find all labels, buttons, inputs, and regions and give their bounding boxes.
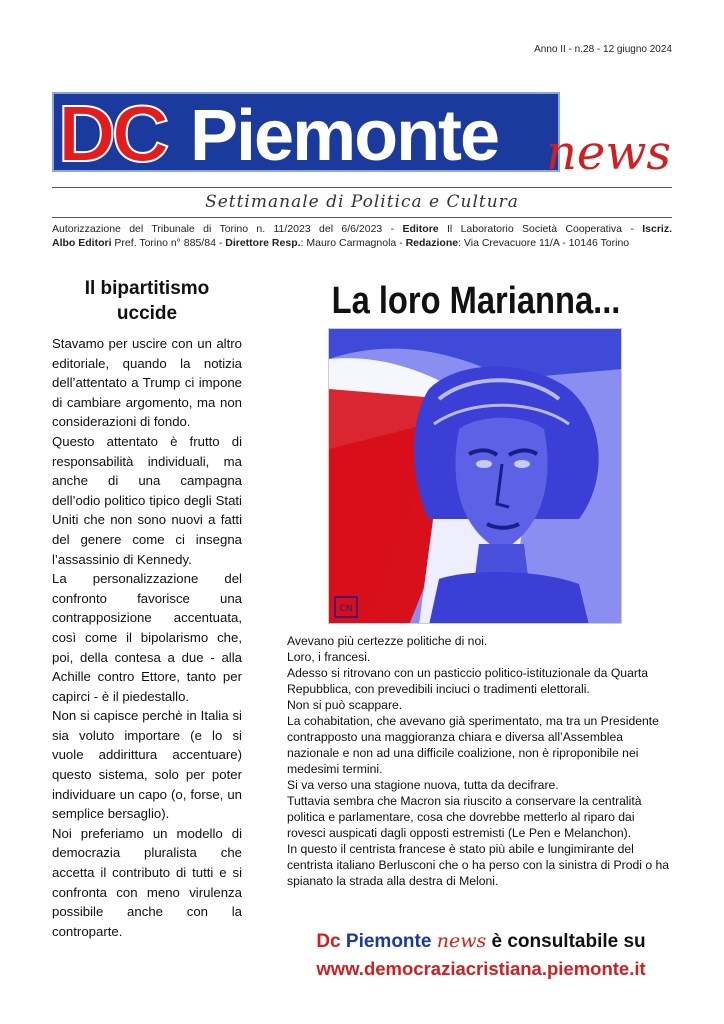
article-headline: La loro Marianna... — [331, 280, 621, 322]
promo-text: è consultabile su — [491, 931, 646, 952]
article-line: Avevano più certezze politiche di noi. — [287, 634, 488, 648]
authorization-line-2 — [52, 236, 672, 250]
authorization-text: : Mauro Carmagnola - — [300, 237, 406, 249]
authorization-register-label: Albo Editori — [52, 237, 112, 249]
article-line: La cohabitation, che avevano già sperimentato, ma tra un Presidente contrapposto una maggioranza chiara e diversa all’Assemblea nazionale e non ad una difficile coalizione, non è riproponibile nei medesimi termini. — [287, 714, 659, 776]
issue-info: Anno II - n.28 - 12 giugno 2024 — [534, 44, 672, 55]
authorization-director-label: Direttore Resp. — [225, 237, 301, 249]
editorial-paragraph: Noi preferiamo un modello di democrazia pluralista che accetta il contributo di tutti e si confronta con meno virulenza possibile anche con la controparte. — [52, 825, 242, 939]
masthead-dc: DC — [58, 89, 166, 178]
editorial-title-line: Il bipartitismo — [84, 278, 210, 299]
masthead-banner — [52, 89, 560, 178]
promo-piemonte: Piemonte — [345, 931, 432, 952]
editorial-column — [52, 276, 242, 941]
article-line: Non si può scappare. — [287, 698, 403, 712]
editorial-paragraph: Questo attentato è frutto di responsabilità individuali, ma anche di una campagna dell’odio politico tipico degli Stati Uniti che non sono nuovi a fatti del genere come ci insegna l’assassinio di Kennedy. — [52, 433, 242, 567]
article-line: Adesso si ritrovano con un pasticcio politico-istituzionale da Quarta Repubblica, con prevedibili inciuci o tradimenti elettorali. — [287, 666, 649, 696]
authorization-editorial-label: Redazione — [405, 237, 459, 249]
promo-footer — [280, 928, 682, 983]
authorization-text: Pref. Torino n° 885/84 - — [111, 237, 226, 249]
article-line: Si va verso una stagione nuova, tutta da decifrare. — [287, 778, 559, 792]
authorization-publisher-label: Editore — [402, 223, 439, 235]
editorial-title-line: uccide — [116, 303, 178, 324]
authorization-register-label: Iscriz. — [642, 223, 672, 235]
promo-url-link[interactable]: www.democraziacristiana.piemonte.it — [316, 958, 646, 979]
authorization-text: Autorizzazione del Tribunale di Torino n. 11/2023 del 6/6/2023 - — [52, 223, 403, 235]
editorial-body — [52, 334, 242, 941]
authorization-line-1 — [52, 222, 672, 236]
article-line: In questo il centrista francese è stato più abile e lungimirante del centrista italiano Berlusconi che o ha perso con la sinistra di Prodi o ha spianato la strada alla destra di Meloni. — [287, 842, 670, 888]
marianne-illustration — [328, 328, 622, 624]
authorization-text: : Via Crevacuore 11/A - 10146 Torino — [458, 237, 630, 249]
article-body — [287, 633, 675, 889]
masthead-rule-bottom — [52, 217, 672, 218]
promo-dc: Dc — [316, 931, 341, 952]
article-line: Loro, i francesi. — [287, 650, 371, 664]
masthead-news: news — [546, 125, 672, 181]
editorial-paragraph: Non si capisce perchè in Italia si sia voluto importare (e lo si vuole addirittura accentuare) questo sistema, solo per poter individuare un capo (o, forse, un semplice bersaglio). — [52, 708, 242, 822]
editorial-title — [52, 276, 242, 326]
marianne-illustration-svg — [329, 329, 622, 624]
editorial-paragraph: La personalizzazione del confronto favorisce una contrapposizione accentuata, così come il bipolarismo che, poi, della contesa a due - alla Achille contro Ettore, tanto per capirci - è il piedestallo. — [52, 571, 242, 704]
authorization-text: Il Laboratorio Società Cooperativa - — [438, 223, 643, 235]
masthead-rule-top — [52, 187, 672, 188]
masthead — [52, 89, 672, 182]
article-line: Tuttavia sembra che Macron sia riuscito a conservare la centralità politica e parlamentare, cosa che dovrebbe metterlo al riparo dai rovesci auspicati dagli opposti estremisti (Le Pen e Melanchon). — [287, 794, 642, 840]
promo-news: news — [436, 930, 487, 952]
editorial-paragraph: Stavamo per uscire con un altro editoriale, quando la notizia dell’attentato a Trump ci impone di cambiare argomento, ma non considerazioni di fondo. — [52, 336, 242, 430]
masthead-subtitle: Settimanale di Politica e Cultura — [205, 192, 519, 212]
illustration-signature: CN — [339, 604, 353, 614]
masthead-piemonte: Piemonte — [190, 96, 499, 176]
promo-line — [280, 928, 682, 955]
authorization-info — [52, 222, 672, 250]
